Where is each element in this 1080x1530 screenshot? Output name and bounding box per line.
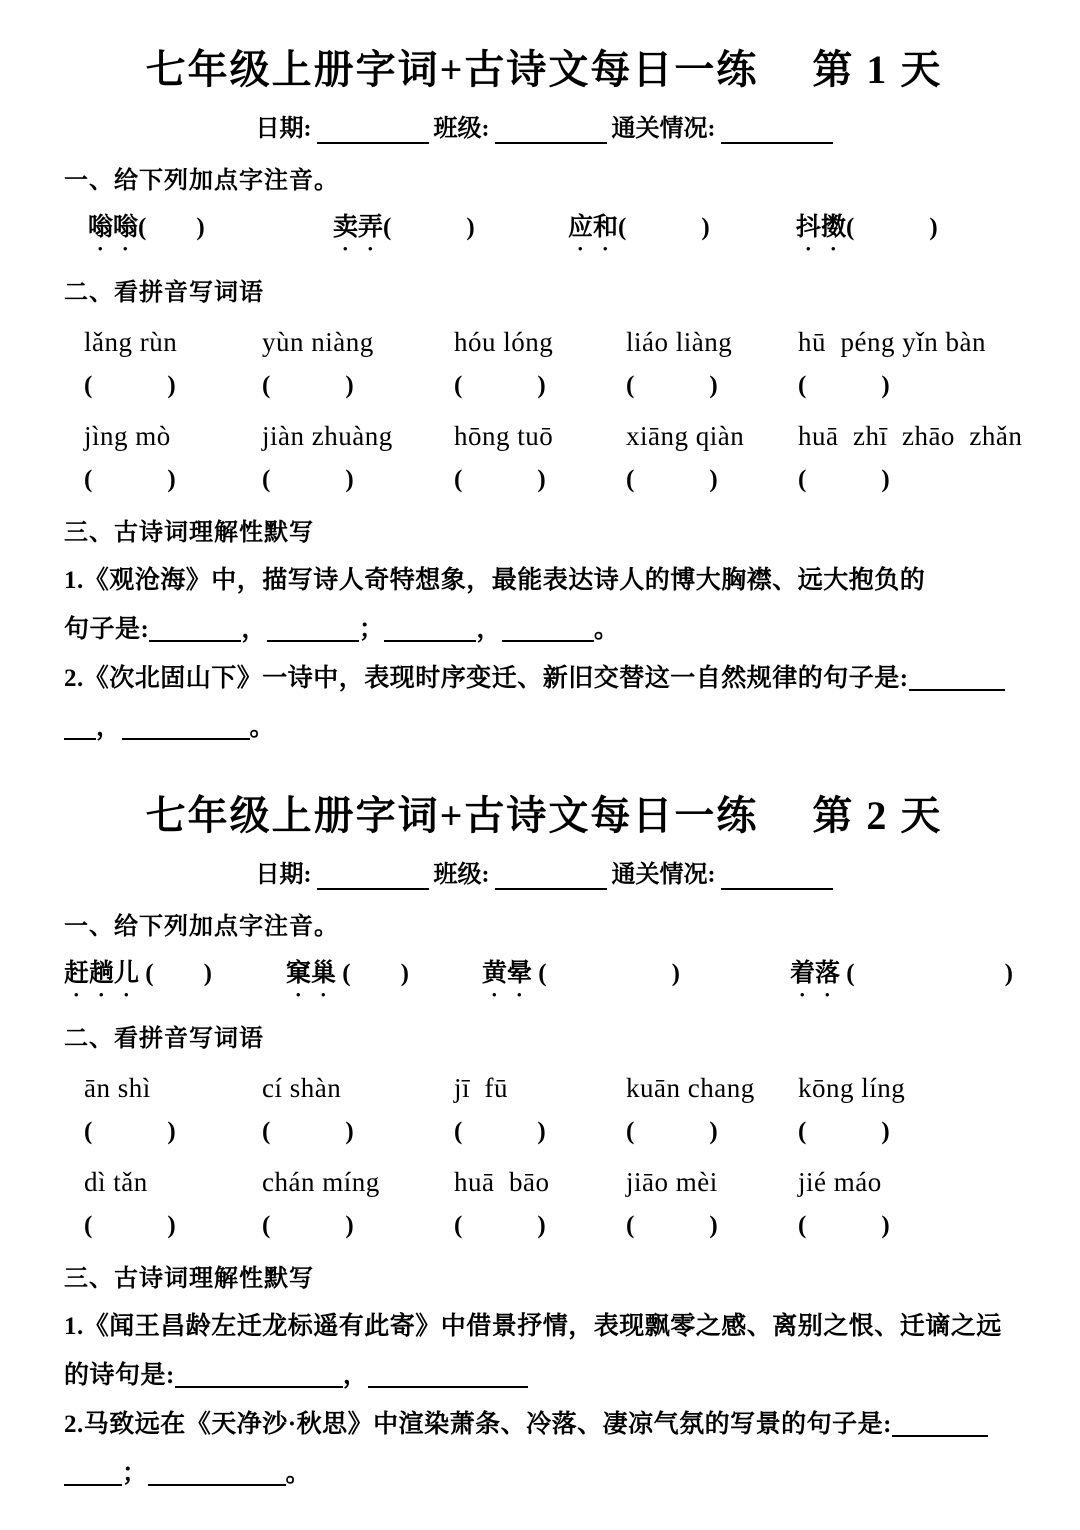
date-label: 日期: — [255, 862, 312, 888]
pinyin-prompt: ān shì — [84, 1073, 151, 1103]
answer-paren: ( ) — [84, 1212, 176, 1239]
pinyin-prompt: lǎng rùn — [84, 327, 178, 357]
date-label: 日期: — [255, 116, 312, 142]
answer-paren: ( ) — [798, 1118, 890, 1145]
answer-paren: ( ) — [454, 1118, 546, 1145]
answer-paren: ( ) — [454, 372, 546, 399]
annotation-word-row — [64, 958, 1024, 1002]
answer-paren: ( ) — [84, 466, 176, 493]
question-line: 的诗句是: ， — [64, 1359, 1024, 1392]
pinyin-prompt: cí shàn — [262, 1073, 342, 1103]
class-blank — [495, 120, 607, 144]
fill-in-blank — [148, 1461, 286, 1486]
pinyin-prompt: jiāo mèi — [626, 1167, 718, 1197]
pass-status-label: 通关情况: — [611, 116, 716, 142]
annotated-word: 着落 — [790, 960, 841, 987]
pinyin-answer-row-2 — [64, 464, 1024, 496]
answer-paren: ( ) — [383, 214, 475, 241]
answer-paren: ( ) — [84, 1118, 176, 1145]
day-1-worksheet — [64, 44, 1024, 744]
answer-paren: ( ) — [139, 960, 212, 987]
section-heading-annotation: 一、给下列加点字注音。 — [64, 914, 339, 940]
pass-status-blank — [721, 120, 833, 144]
answer-paren: ( ) — [840, 960, 1013, 987]
fill-in-blank — [368, 1363, 528, 1388]
annotation-word-row — [64, 212, 1024, 256]
pinyin-row-2 — [64, 418, 1024, 454]
fill-in-blank — [502, 617, 594, 642]
question-line: 2.马致远在《天净沙·秋思》中渲染萧条、冷落、凄凉气氛的写景的句子是: — [64, 1408, 1024, 1441]
pinyin-row-1 — [64, 324, 1024, 360]
answer-paren: ( ) — [262, 372, 354, 399]
fill-in-blank — [149, 617, 241, 642]
pinyin-prompt: huā zhī zhāo zhǎn — [798, 421, 1023, 451]
pinyin-prompt: dì tǎn — [84, 1167, 148, 1197]
pinyin-answer-row-2 — [64, 1210, 1024, 1242]
answer-paren: ( ) — [84, 372, 176, 399]
answer-paren: ( ) — [618, 214, 710, 241]
annotated-word: 黄晕 — [482, 960, 533, 987]
answer-paren: ( ) — [626, 466, 718, 493]
fill-in-blank — [384, 617, 476, 642]
answer-paren: ( ) — [262, 466, 354, 493]
pinyin-prompt: xiāng qiàn — [626, 421, 745, 451]
answer-paren: ( ) — [626, 372, 718, 399]
annotated-word: 卖弄 — [333, 214, 384, 241]
answer-paren: ( ) — [138, 214, 205, 241]
fill-in-blank — [909, 666, 1005, 691]
class-label: 班级: — [433, 862, 490, 888]
pinyin-prompt: jié máo — [798, 1167, 882, 1197]
pinyin-row-1 — [64, 1070, 1024, 1106]
header-fields — [64, 860, 1024, 890]
word-item — [286, 958, 482, 1002]
word-item — [333, 212, 568, 256]
answer-paren: ( ) — [262, 1118, 354, 1145]
fill-in-blank — [64, 715, 96, 740]
answer-paren: ( ) — [454, 466, 546, 493]
worksheet-title: 七年级上册字词+古诗文每日一练 第 1 天 — [145, 47, 943, 92]
section-heading-pinyin: 二、看拼音写词语 — [64, 1026, 264, 1052]
answer-paren: ( ) — [262, 1212, 354, 1239]
header-fields — [64, 114, 1024, 144]
annotated-word: 抖擞 — [796, 214, 847, 241]
section-heading-dictation: 三、古诗词理解性默写 — [64, 1266, 314, 1292]
annotated-word: 赶趟儿 — [64, 960, 140, 987]
word-item — [64, 958, 286, 1002]
section-heading-pinyin: 二、看拼音写词语 — [64, 280, 264, 306]
annotated-word: 窠巢 — [286, 960, 337, 987]
pinyin-prompt: yùn niàng — [262, 327, 374, 357]
question-line: 1.《观沧海》中，描写诗人奇特想象，最能表达诗人的博大胸襟、远大抱负的 — [64, 567, 926, 594]
question-line: 2.《次北固山下》一诗中，表现时序变迁、新旧交替这一自然规律的句子是: — [64, 662, 1024, 695]
fill-in-blank — [122, 715, 250, 740]
word-item — [482, 958, 790, 1002]
answer-paren: ( ) — [532, 960, 680, 987]
answer-paren: ( ) — [846, 214, 938, 241]
pinyin-prompt: hóu lóng — [454, 327, 554, 357]
annotated-word: 嗡嗡 — [88, 214, 139, 241]
answer-paren: ( ) — [798, 372, 890, 399]
date-blank — [317, 866, 429, 890]
fill-in-blank — [267, 617, 359, 642]
day-2-worksheet — [64, 790, 1024, 1490]
pass-status-label: 通关情况: — [611, 862, 716, 888]
class-blank — [495, 866, 607, 890]
answer-paren: ( ) — [336, 960, 409, 987]
pass-status-blank — [721, 866, 833, 890]
question-line: ； 。 — [64, 1457, 1024, 1490]
pinyin-prompt: jìng mò — [84, 421, 171, 451]
pinyin-prompt: huā bāo — [454, 1167, 550, 1197]
word-item — [796, 212, 1024, 256]
class-label: 班级: — [433, 116, 490, 142]
word-item — [88, 212, 333, 256]
pinyin-row-2 — [64, 1164, 1024, 1200]
pinyin-answer-row-1 — [64, 1116, 1024, 1148]
pinyin-prompt: liáo liàng — [626, 327, 733, 357]
fill-in-blank — [64, 1461, 122, 1486]
annotated-word: 应和 — [568, 214, 619, 241]
question-line: 句子是: ， ； ， 。 — [64, 616, 620, 643]
section-heading-dictation: 三、古诗词理解性默写 — [64, 520, 314, 546]
pinyin-prompt: kōng líng — [798, 1073, 906, 1103]
pinyin-prompt: hū péng yǐn bàn — [798, 327, 986, 357]
date-blank — [317, 120, 429, 144]
pinyin-prompt: chán míng — [262, 1167, 380, 1197]
answer-paren: ( ) — [454, 1212, 546, 1239]
pinyin-answer-row-1 — [64, 370, 1024, 402]
answer-paren: ( ) — [626, 1118, 718, 1145]
worksheet-title: 七年级上册字词+古诗文每日一练 第 2 天 — [145, 793, 943, 838]
answer-paren: ( ) — [798, 466, 890, 493]
pinyin-prompt: jī fū — [454, 1073, 508, 1103]
fill-in-blank — [892, 1412, 988, 1437]
answer-paren: ( ) — [798, 1212, 890, 1239]
section-heading-annotation: 一、给下列加点字注音。 — [64, 168, 339, 194]
answer-paren: ( ) — [626, 1212, 718, 1239]
word-item — [568, 212, 796, 256]
question-line: ， 。 — [64, 711, 1024, 744]
fill-in-blank — [175, 1363, 343, 1388]
pinyin-prompt: kuān chang — [626, 1073, 755, 1103]
question-line: 1.《闻王昌龄左迁龙标遥有此寄》中借景抒情，表现飘零之感、离别之恨、迁谪之远 — [64, 1313, 1002, 1340]
word-item — [790, 958, 1024, 1002]
pinyin-prompt: hōng tuō — [454, 421, 554, 451]
pinyin-prompt: jiàn zhuàng — [262, 421, 393, 451]
